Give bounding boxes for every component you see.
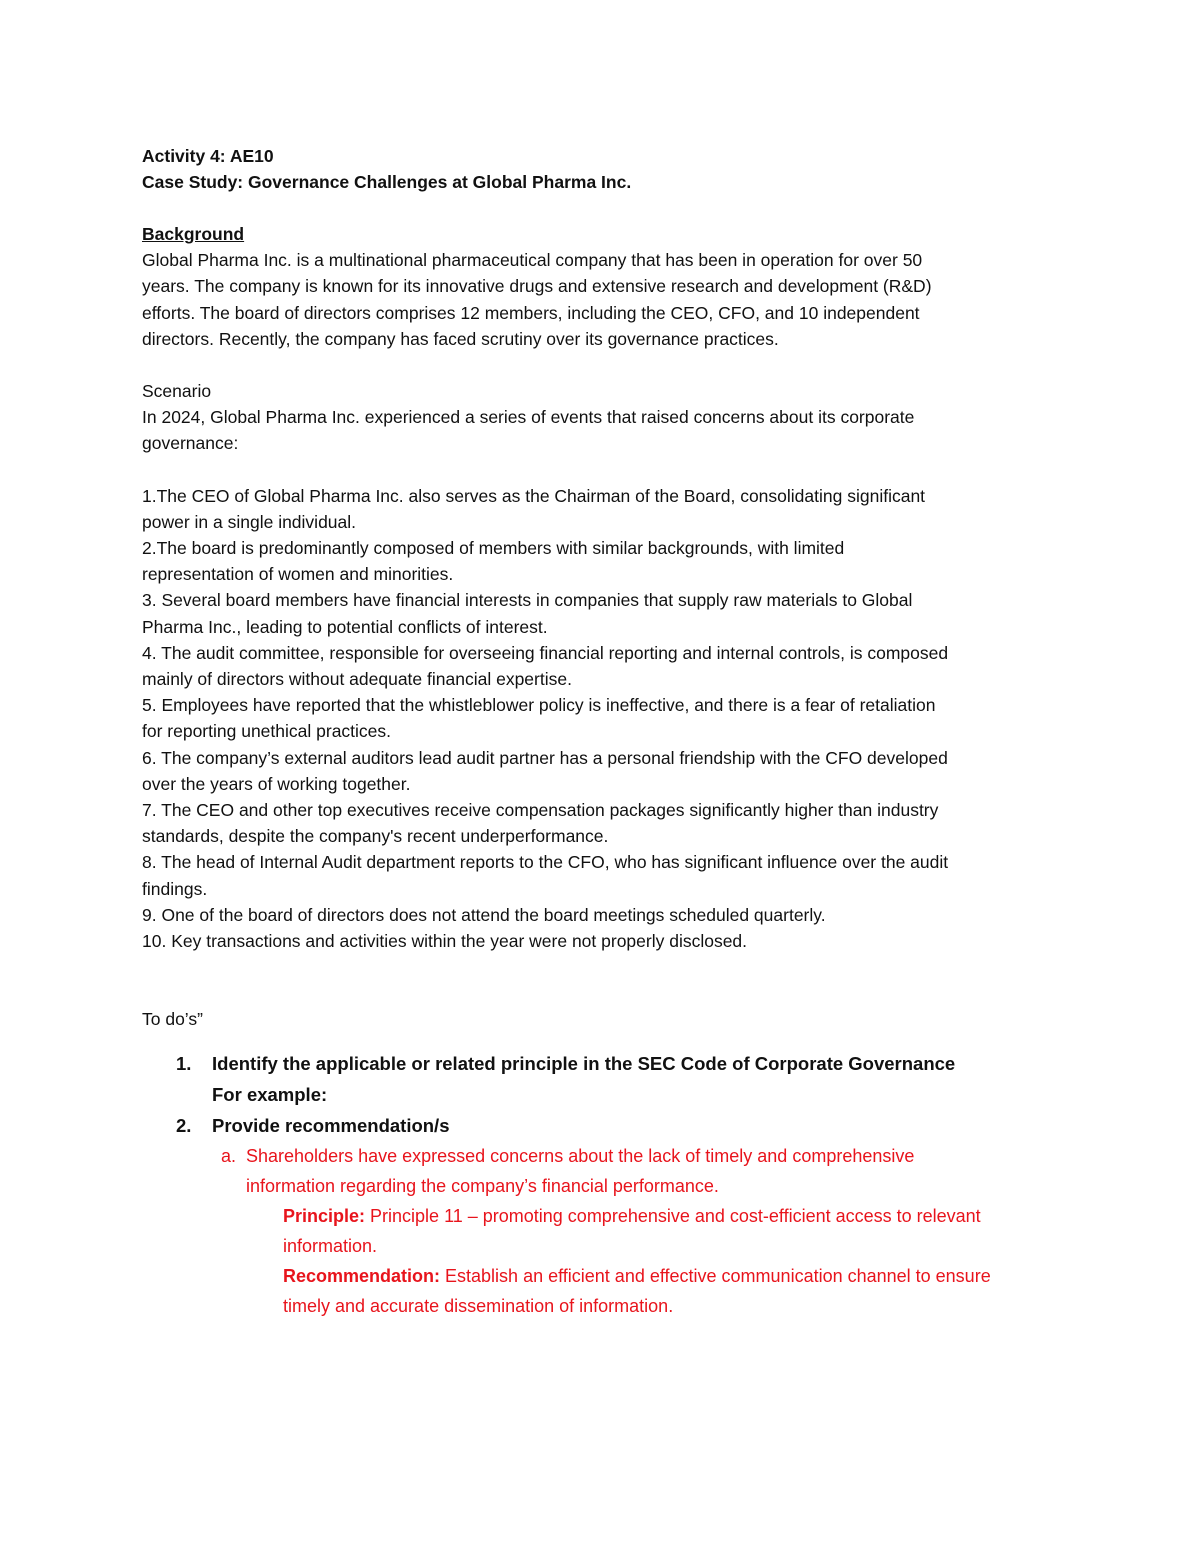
event-line: power in a single individual.: [142, 511, 357, 532]
recommendation-text: Establish an efficient and effective communication channel to ensure: [440, 1266, 991, 1287]
principle-block: [142, 1201, 1072, 1261]
scenario-line: In 2024, Global Pharma Inc. experienced a series of events that raised concerns about its corporate: [142, 407, 915, 428]
event-line: 5. Employees have reported that the whistleblower policy is ineffective, and there is a fear of retaliation: [142, 695, 936, 716]
activity-title: Activity 4: AE10: [142, 146, 274, 166]
example-line: information regarding the company’s financial performance.: [246, 1176, 719, 1197]
events-list: [142, 483, 1072, 955]
example-line: Shareholders have expressed concerns about the lack of timely and comprehensive: [246, 1146, 915, 1167]
todo-item-2: [142, 1110, 1072, 1141]
event-line: mainly of directors without adequate financial expertise.: [142, 669, 572, 690]
event-line: 1.The CEO of Global Pharma Inc. also serves as the Chairman of the Board, consolidating significant: [142, 485, 926, 506]
event-line: over the years of working together.: [142, 773, 411, 794]
background-line: years. The company is known for its innovative drugs and extensive research and development (R&D): [142, 276, 932, 297]
event-line: 4. The audit committee, responsible for overseeing financial reporting and internal controls, is composed: [142, 642, 949, 663]
background-line: Global Pharma Inc. is a multinational pharmaceutical company that has been in operation for over 50: [142, 250, 923, 271]
principle-label: Principle:: [283, 1206, 366, 1227]
background-line: efforts. The board of directors comprises 12 members, including the CEO, CFO, and 10 independent: [142, 302, 920, 323]
event-line: 6. The company’s external auditors lead audit partner has a personal friendship with the CFO developed: [142, 747, 948, 768]
background-heading: Background: [142, 224, 245, 244]
event-line: standards, despite the company's recent underperformance.: [142, 826, 609, 847]
todo-number: 1.: [176, 1053, 192, 1075]
event-line: for reporting unethical practices.: [142, 721, 392, 742]
event-line: 3. Several board members have financial interests in companies that supply raw materials to Global: [142, 590, 913, 611]
todo-number: 2.: [176, 1115, 192, 1137]
recommendation-text: timely and accurate dissemination of information.: [283, 1296, 674, 1317]
todo-list: [142, 1048, 1072, 1321]
scenario-paragraph: [142, 404, 1072, 456]
event-line: 7. The CEO and other top executives receive compensation packages significantly higher than industry: [142, 800, 939, 821]
example-letter: a.: [221, 1146, 237, 1167]
scenario-line: governance:: [142, 433, 239, 454]
recommendation-label: Recommendation:: [283, 1266, 441, 1287]
event-line: findings.: [142, 878, 208, 899]
event-line: representation of women and minorities.: [142, 564, 454, 585]
recommendation-block: [142, 1261, 1072, 1321]
event-line: Pharma Inc., leading to potential conflicts of interest.: [142, 616, 548, 637]
todo-heading: To do’s”: [142, 1009, 203, 1030]
background-paragraph: [142, 247, 1072, 352]
todo-item-1: [142, 1048, 1072, 1110]
principle-text: information.: [283, 1236, 378, 1257]
document-page: [142, 143, 1072, 1321]
event-line: 2.The board is predominantly composed of members with similar backgrounds, with limited: [142, 538, 845, 559]
principle-text: Principle 11 – promoting comprehensive and cost-efficient access to relevant: [365, 1206, 981, 1227]
case-study-title: Case Study: Governance Challenges at Global Pharma Inc.: [142, 172, 632, 192]
event-line: 9. One of the board of directors does not attend the board meetings scheduled quarterly.: [142, 904, 826, 925]
todo-text: Identify the applicable or related principle in the SEC Code of Corporate Governance: [212, 1053, 956, 1075]
event-line: 8. The head of Internal Audit department reports to the CFO, who has significant influence over the audit: [142, 852, 949, 873]
event-line: 10. Key transactions and activities within the year were not properly disclosed.: [142, 931, 748, 952]
todo-text: Provide recommendation/s: [212, 1115, 450, 1137]
example-item: [142, 1141, 1072, 1201]
todo-text: For example:: [212, 1084, 328, 1106]
scenario-heading: Scenario: [142, 381, 212, 402]
background-line: directors. Recently, the company has faced scrutiny over its governance practices.: [142, 328, 779, 349]
